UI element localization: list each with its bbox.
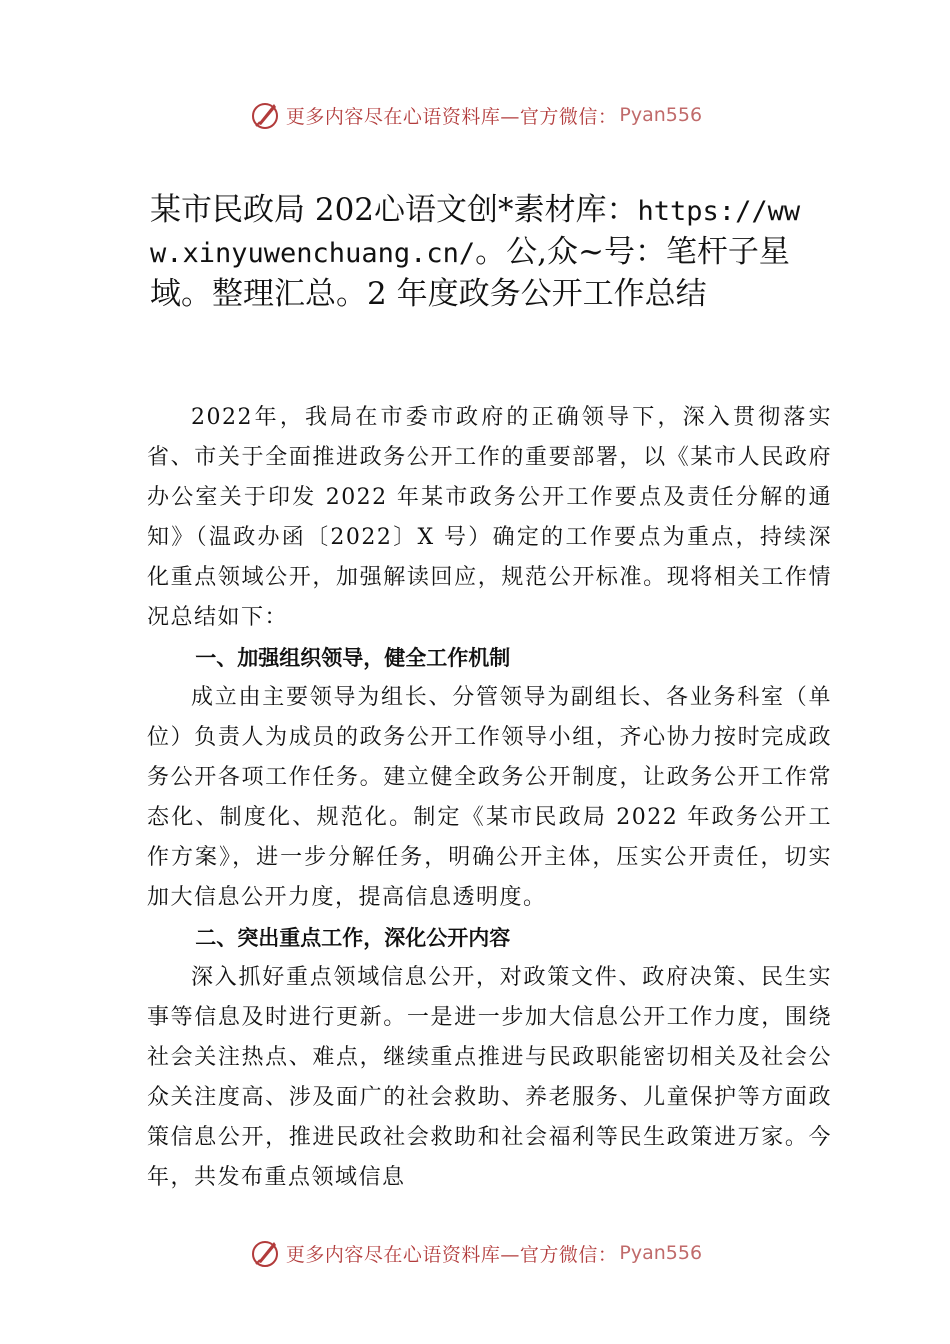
quill-logo-icon [248,1236,282,1270]
document-body [147,398,832,1198]
banner-wechat-id: Pyan556 [619,104,703,126]
intro-paragraph: 2022年，我局在市委市政府的正确领导下，深入贯彻落实省、市关于全面推进政务公开工作的重要部署，以《某市人民政府办公室关于印发 2022 年某市政务公开工作要点及责任分解的通知》（温政办函〔2022〕X 号）确定的工作要点为重点，持续深化重点领域公开，加强解读回应，规范公开标准。现将相关工作情况总结如下： [147,405,832,630]
section-heading-1: 一、加强组织领导，健全工作机制 [195,646,511,670]
section-1-paragraph: 成立由主要领导为组长、分管领导为副组长、各业务科室（单位）负责人为成员的政务公开工作领导小组，齐心协力按时完成政务公开各项工作任务。建立健全政务公开制度，让政务公开工作常态化、制度化、规范化。制定《某市民政局 2022 年政务公开工作方案》，进一步分解任务，明确公开主体，压实公开责任，切实加大信息公开力度，提高信息透明度。 [147,685,832,910]
banner-text: 更多内容尽在心语资料库—官方微信： [285,105,618,128]
banner-wechat-id: Pyan556 [619,1242,703,1264]
banner-text: 更多内容尽在心语资料库—官方微信： [285,1243,618,1266]
title-url: https://www.xinyuwenchuang.cn/ [150,196,801,269]
document-title [150,190,830,314]
section-heading-2: 二、突出重点工作，深化公开内容 [195,926,511,950]
quill-logo-icon [248,98,282,132]
header-banner [0,95,950,135]
section-2-paragraph: 深入抓好重点领域信息公开，对政策文件、政府决策、民生实事等信息及时进行更新。一是进一步加大信息公开工作力度，围绕社会关注热点、难点，继续重点推进与民政职能密切相关及社会公众关注度高、涉及面广的社会救助、养老服务、儿童保护等方面政策信息公开，推进民政社会救助和社会福利等民生政策进万家。今年，共发布重点领域信息 [147,965,832,1190]
title-part-2: 。公,众~号：笔杆子星域。整理汇总。2 年度政务公开工作总结 [150,234,790,312]
title-part-1: 某市民政局 202心语文创*素材库： [150,192,638,228]
footer-banner [0,1233,950,1273]
